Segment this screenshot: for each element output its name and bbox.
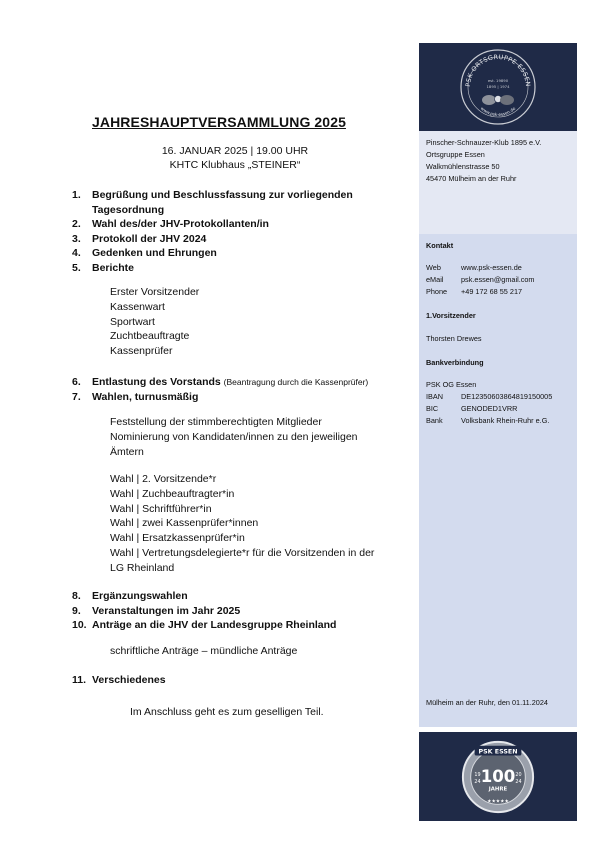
agenda-title: Veranstaltungen im Jahr 2025 (92, 604, 241, 617)
agenda-number: 6. (72, 376, 81, 388)
agenda-number: 8. (72, 590, 81, 602)
sidebar (419, 43, 577, 821)
agenda-number: 11. (72, 674, 87, 686)
email-link[interactable]: psk.essen@gmail.com (461, 275, 535, 284)
dog-head-icon (482, 95, 496, 105)
address-line: Ortsgruppe Essen (426, 150, 485, 159)
agenda-item-8 (72, 589, 410, 604)
agenda-item-3 (72, 232, 410, 247)
agenda-title: Anträge an die JHV der Landesgruppe Rheinland (92, 619, 337, 631)
kontakt-heading: Kontakt (426, 241, 454, 250)
badge-year-left-a: 19 (474, 771, 481, 778)
badge-year-left-b: 24 (474, 778, 481, 785)
agenda-item-9 (72, 604, 410, 619)
badge-top-text: PSK ESSEN (478, 747, 518, 755)
place-date: Mülheim an der Ruhr, den 01.11.2024 (426, 698, 548, 707)
agenda-note: (Beantragung durch die Kassenprüfer) (223, 377, 369, 387)
closing-line: Im Anschluss geht es zum geselligen Teil. (130, 706, 324, 718)
berichte-item: Erster Vorsitzender (110, 286, 200, 298)
venue-line: KHTC Klubhaus „STEINER“ (169, 159, 301, 171)
agenda-title: Wahlen, turnusmäßig (92, 390, 199, 403)
agenda-number: 9. (72, 604, 81, 617)
berichte-item: Sportwart (110, 315, 155, 328)
agenda-item-4 (72, 246, 410, 261)
agenda-title: Berichte (92, 261, 135, 274)
club-logo-panel (419, 43, 577, 131)
anniversary-badge (459, 738, 537, 816)
agenda-block-1 (72, 188, 410, 275)
bank-institute: Bank Volksbank Rhein-Ruhr e.G. (426, 416, 550, 425)
page-title: JAHRESHAUPTVERSAMMLUNG 2025 (92, 114, 346, 130)
club-logo (458, 47, 538, 127)
contact-web: Web www.psk-essen.de (426, 263, 522, 272)
wahlen-item: Wahl | Ersatzkassenprüfer*in (110, 532, 245, 545)
agenda-number: 2. (72, 218, 81, 230)
agenda-title: Protokoll der JHV 2024 (92, 232, 207, 245)
wahlen-intro-line: Feststellung der stimmberechtigten Mitglieder (110, 416, 322, 428)
logo-est: est. 19890 (487, 78, 509, 83)
agenda-block-2 (72, 375, 410, 404)
address-line: 45470 Mülheim an der Ruhr (426, 174, 517, 183)
antraege-line: schriftliche Anträge – mündliche Anträge (110, 645, 298, 657)
badge-word: JAHRE (488, 786, 508, 793)
wahlen-item: Wahl | zwei Kassenprüfer*innen (110, 517, 259, 530)
agenda-block-3 (72, 589, 410, 633)
agenda-number: 7. (72, 390, 81, 403)
address-line: Pinscher-Schnauzer-Klub 1895 e.V. (426, 138, 542, 147)
agenda-title: Wahl des/der JHV-Protokollanten/in (92, 218, 269, 230)
logo-ring-text: PSK ORTSGRUPPE ESSEN (464, 53, 532, 88)
wahlen-item: Wahl | 2. Vorsitzende*r (110, 473, 217, 485)
bank-name: PSK OG Essen (426, 380, 477, 389)
address-line: Walkmühlenstrasse 50 (426, 162, 500, 171)
agenda-item-5 (72, 261, 410, 276)
dog-head-icon (500, 95, 514, 105)
agenda-number: 4. (72, 247, 81, 259)
agenda-number: 5. (72, 261, 81, 274)
bank-heading: Bankverbindung (426, 358, 484, 367)
logo-url: www.psk-essen.de (479, 105, 517, 118)
wahlen-intro-line: Ämtern (110, 445, 144, 458)
berichte-item: Kassenprüfer (110, 345, 173, 358)
wahlen-intro-line: Nominierung von Kandidaten/innen zu den jeweiligen (110, 430, 358, 443)
berichte-item: Kassenwart (110, 300, 165, 313)
badge-number: 100 (480, 766, 516, 786)
agenda-block-4 (72, 673, 410, 688)
agenda-title: Gedenken und Ehrungen (92, 247, 217, 259)
contact-panel (419, 234, 577, 727)
date-line: 16. JANUAR 2025 | 19.00 UHR (161, 145, 309, 157)
svg-text:www.psk-essen.de (480, 106, 517, 118)
agenda-number: 10. (72, 619, 87, 631)
contact-email: eMail psk.essen@gmail.com (426, 275, 535, 284)
wahlen-intro (110, 415, 358, 459)
contact-phone: Phone +49 172 68 55 217 (426, 287, 523, 296)
berichte-item: Zuchtbeauftragte (110, 330, 190, 343)
vorsitz-name: Thorsten Drewes (426, 334, 482, 343)
agenda-title: Begrüßung und Beschlussfassung zur vorliegenden Tagesordnung (92, 189, 353, 216)
agenda-item-7 (72, 390, 410, 405)
agenda-item-2 (72, 217, 410, 232)
agenda-title: Ergänzungswahlen (92, 590, 188, 602)
badge-year-right-b: 24 (515, 778, 522, 785)
agenda-number: 3. (72, 232, 81, 245)
agenda-item-6 (72, 375, 410, 390)
agenda-item-1 (72, 188, 410, 217)
web-link[interactable]: www.psk-essen.de (461, 263, 522, 272)
agenda-title: Entlastung des Vorstands (92, 376, 221, 388)
vorsitz-heading: 1.Vorsitzender (426, 311, 476, 320)
agenda-item-11 (72, 673, 410, 688)
agenda-item-10 (72, 618, 410, 633)
berichte-list (110, 285, 199, 359)
address-panel (419, 131, 577, 234)
agenda-number: 1. (72, 189, 81, 201)
wahlen-item: Wahl | Schriftführer*in (110, 502, 212, 515)
bank-iban: IBAN DE12350603864819150005 (426, 392, 553, 401)
wahlen-item: Wahl | Vertretungsdelegierte*r für die Vorsitzenden in der (110, 546, 375, 559)
agenda-title: Verschiedenes (92, 674, 166, 686)
wahlen-list (110, 472, 374, 576)
wahlen-item: LG Rheinland (110, 561, 175, 574)
phone-number: +49 172 68 55 217 (461, 287, 523, 296)
wahlen-item: Wahl | Zuchbeauftragter*in (110, 487, 235, 500)
badge-year-right-a: 20 (515, 771, 522, 778)
bank-bic: BIC GENODED1VRR (426, 404, 518, 413)
anniversary-badge-panel (419, 732, 577, 821)
logo-years: 1895 | 1974 (486, 84, 510, 89)
badge-stars-icon: ★★★★★ (487, 797, 509, 804)
